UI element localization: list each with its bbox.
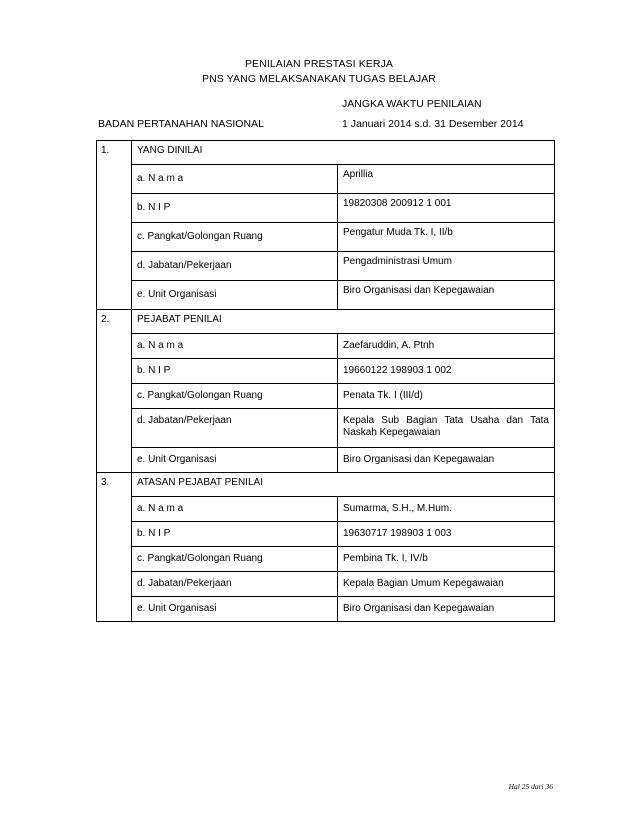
row-label: d. Jabatan/Pekerjaan [132, 409, 338, 448]
period-value: 1 Januari 2014 s.d. 31 Desember 2014 [342, 118, 524, 130]
row-value: Biro Organisasi dan Kepegawaian [338, 281, 555, 310]
section-number: 3. [97, 473, 132, 497]
table-row [97, 252, 555, 281]
table-row [97, 281, 555, 310]
row-label: d. Jabatan/Pekerjaan [132, 572, 338, 597]
row-value: 19660122 198903 1 002 [338, 359, 555, 384]
row-value: Sumarma, S.H., M.Hum. [338, 497, 555, 522]
row-value: Penata Tk. I (III/d) [338, 384, 555, 409]
section-number: 1. [97, 141, 132, 165]
section-title: YANG DINILAI [132, 141, 555, 165]
row-label: a. N a m a [132, 334, 338, 359]
row-label: a. N a m a [132, 497, 338, 522]
row-value: Biro Organisasi dan Kepegawaian [338, 597, 555, 622]
row-label: b. N I P [132, 194, 338, 223]
row-label: e. Unit Organisasi [132, 281, 338, 310]
section-number: 2. [97, 310, 132, 334]
document-subtitle: PNS YANG MELAKSANAKAN TUGAS BELAJAR [202, 73, 436, 85]
section-header-row [97, 310, 555, 334]
row-label: a. N a m a [132, 165, 338, 194]
section-title: PEJABAT PENILAI [132, 310, 555, 334]
row-value: Aprillia [338, 165, 555, 194]
row-value: Pengadministrasi Umum [338, 252, 555, 281]
row-label: d. Jabatan/Pekerjaan [132, 252, 338, 281]
table-row [97, 194, 555, 223]
table-row [97, 497, 555, 522]
page-number: Hal 25 dari 36 [508, 782, 553, 791]
row-value: Pengatur Muda Tk. I, II/b [338, 223, 555, 252]
table-row [97, 223, 555, 252]
agency-name: BADAN PERTANAHAN NASIONAL [98, 118, 264, 130]
document-title: PENILAIAN PRESTASI KERJA [244, 58, 394, 70]
table-row [97, 165, 555, 194]
section-header-row [97, 473, 555, 497]
row-label: b. N I P [132, 359, 338, 384]
table-row [97, 384, 555, 409]
row-label: e. Unit Organisasi [132, 448, 338, 473]
section-title: ATASAN PEJABAT PENILAI [132, 473, 555, 497]
row-value: Zaefaruddin, A. Ptnh [338, 334, 555, 359]
row-value: 19630717 198903 1 003 [338, 522, 555, 547]
table-row [97, 522, 555, 547]
table-row [97, 597, 555, 622]
row-value: Pembina Tk. I, IV/b [338, 547, 555, 572]
assessment-table [96, 140, 555, 622]
row-value: Kepala Sub Bagian Tata Usaha dan Tata Naskah Kepegawaian [338, 409, 555, 448]
table-row [97, 572, 555, 597]
table-row [97, 359, 555, 384]
row-value: Kepala Bagian Umum Kepegawaian [338, 572, 555, 597]
table-row [97, 334, 555, 359]
row-label: c. Pangkat/Golongan Ruang [132, 223, 338, 252]
row-label: e. Unit Organisasi [132, 597, 338, 622]
row-label: b. N I P [132, 522, 338, 547]
table-row [97, 547, 555, 572]
table-row [97, 409, 555, 448]
table-row [97, 448, 555, 473]
row-label: c. Pangkat/Golongan Ruang [132, 547, 338, 572]
row-value: Biro Organisasi dan Kepegawaian [338, 448, 555, 473]
section-header-row [97, 141, 555, 165]
row-label: c. Pangkat/Golongan Ruang [132, 384, 338, 409]
row-value: 19820308 200912 1 001 [338, 194, 555, 223]
period-label: JANGKA WAKTU PENILAIAN [342, 98, 482, 110]
